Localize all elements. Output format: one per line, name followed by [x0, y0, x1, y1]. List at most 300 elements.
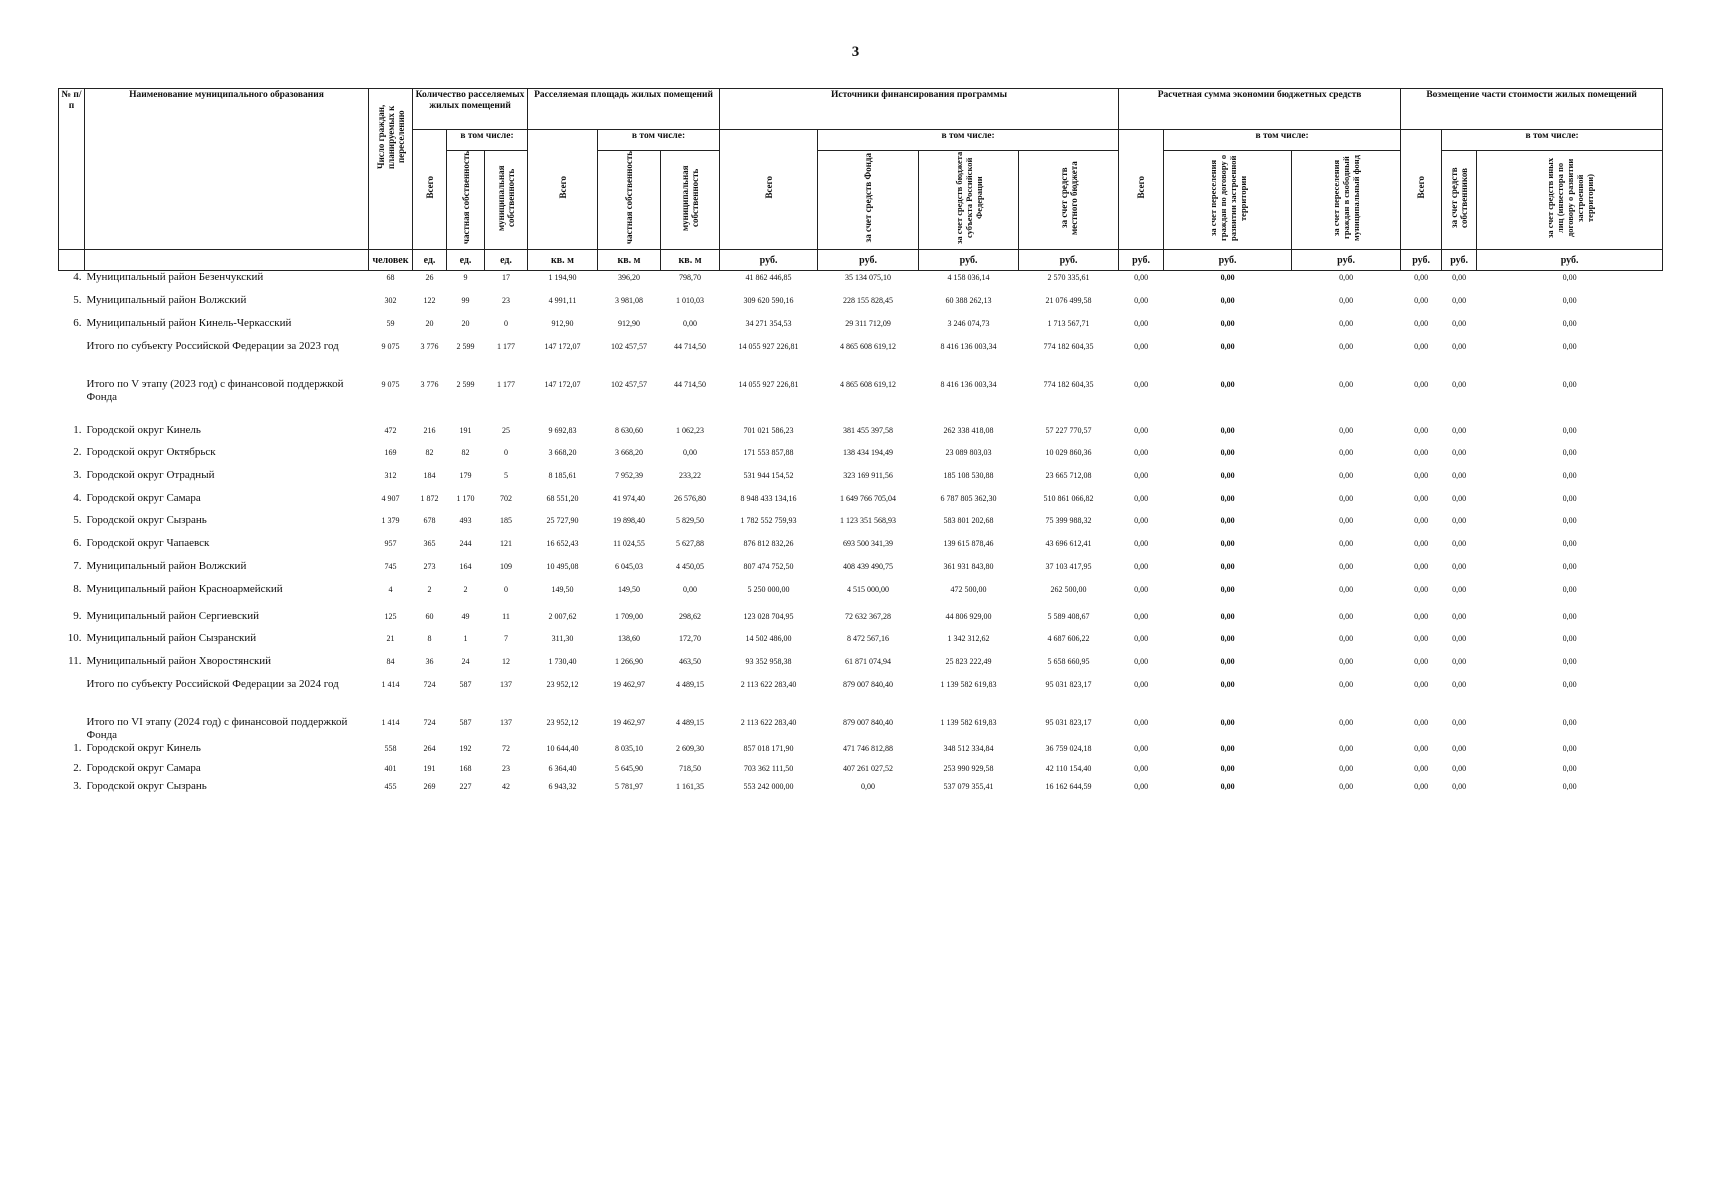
cell-value: 309 620 590,16 [743, 295, 794, 305]
table-row [59, 716, 1663, 742]
cell-value: 7 [504, 633, 508, 643]
cell-value: 25 823 222,49 [945, 656, 992, 666]
cell-value: 0,00 [1339, 561, 1354, 571]
finance-incl-header: в том числе: [818, 130, 1119, 151]
cell-value: 0,00 [1414, 295, 1429, 305]
cell-value: 0,00 [1134, 273, 1149, 282]
row-number: 3. [73, 468, 82, 481]
row-name: Муниципальный район Волжский [86, 293, 247, 306]
cell-value: 0,00 [1339, 656, 1354, 666]
cell-value: 0,00 [1134, 447, 1149, 457]
cell-value: 1 139 582 619,83 [940, 717, 997, 727]
row-number: 4. [73, 491, 82, 504]
cell-value: 0,00 [1339, 318, 1354, 328]
unit-cell: руб. [1477, 250, 1663, 271]
cell-value: 4 489,15 [676, 679, 705, 689]
cell-value: 0,00 [1452, 717, 1467, 727]
cell-value: 138,60 [618, 633, 641, 643]
cell-value: 14 502 486,00 [745, 633, 792, 643]
cell-value: 2 570 335,61 [1047, 273, 1090, 282]
cell-value: 701 021 586,23 [743, 425, 794, 435]
cell-value: 26 576,80 [674, 493, 707, 503]
cell-value: 82 [461, 447, 470, 457]
cell-value: 139 615 878,46 [943, 538, 994, 548]
cell-value: 876 812 832,26 [743, 538, 794, 548]
cell-value: 23 952,12 [546, 679, 579, 689]
row-name: Муниципальный район Безенчукский [86, 271, 264, 283]
cell-value: 0,00 [1562, 611, 1577, 621]
resettlement-table [58, 88, 1663, 793]
cell-value: 774 182 604,35 [1043, 379, 1094, 389]
cell-value: 227 [459, 781, 472, 791]
cell-value: 0,00 [1452, 447, 1467, 457]
cell-value: 381 455 397,58 [843, 425, 894, 435]
count-municipal-header: муниципальная собственность [485, 151, 528, 250]
row-name: Итого по V этапу (2023 год) с финансовой поддержкой Фонда [86, 377, 344, 403]
area-private-header: частная собственность [598, 151, 661, 250]
cell-value: 185 108 530,88 [943, 470, 994, 480]
cell-value: 1 139 582 619,83 [940, 679, 997, 689]
unit-cell: руб. [1442, 250, 1477, 271]
cell-value: 41 862 446,85 [745, 273, 792, 282]
count-group-header: Количество расселяемых жилых помещений [413, 89, 528, 130]
cell-value: 396,20 [618, 273, 641, 282]
cell-value: 0,00 [1562, 633, 1577, 643]
cell-value: 311,30 [551, 633, 574, 643]
cell-value: 168 [459, 763, 472, 773]
cell-value: 0,00 [1134, 763, 1149, 773]
table-row [59, 632, 1663, 655]
cell-value: 10 495,08 [546, 561, 579, 571]
cell-value: 9 075 [381, 341, 400, 351]
cell-value: 0,00 [1134, 561, 1149, 571]
cell-value: 0,00 [1339, 470, 1354, 480]
cell-value: 35 134 075,10 [845, 273, 892, 282]
cell-value: 0 [504, 584, 508, 594]
cell-value: 1 414 [381, 679, 400, 689]
header-row-groups [59, 89, 1663, 130]
cell-value: 5 250 000,00 [747, 584, 790, 594]
cell-value: 23 952,12 [546, 717, 579, 727]
row-name: Городской округ Октябрьск [86, 445, 216, 458]
cell-value: 510 861 066,82 [1043, 493, 1094, 503]
cell-value: 23 [502, 295, 510, 305]
cell-value: 0,00 [1414, 633, 1429, 643]
cell-value: 1 414 [381, 717, 400, 727]
table-row [59, 317, 1663, 340]
cell-value: 61 871 074,94 [845, 656, 892, 666]
cell-value: 1 010,03 [676, 295, 705, 305]
local-budget-header: за счет средств местного бюджета [1019, 151, 1119, 250]
cell-value: 0,00 [1414, 447, 1429, 457]
cell-value: 36 [425, 656, 434, 666]
cell-value: 1 709,00 [615, 611, 644, 621]
cell-value: 19 462,97 [613, 679, 646, 689]
row-number: 1. [73, 423, 82, 436]
cell-value: 0,00 [1562, 470, 1577, 480]
cell-value: 0,00 [1452, 656, 1467, 666]
cell-value: 68 [386, 273, 395, 282]
cell-value: 0,00 [1562, 538, 1577, 548]
cell-value: 0,00 [1452, 561, 1467, 571]
cell-value: 4 450,05 [676, 561, 705, 571]
cell-value: 42 110 154,40 [1045, 763, 1092, 773]
cell-value: 912,90 [618, 318, 641, 328]
cell-value: 269 [423, 781, 436, 791]
cell-value: 472 [384, 425, 397, 435]
cell-value: 0,00 [1452, 743, 1467, 753]
cell-value: 0,00 [1452, 538, 1467, 548]
cell-value: 125 [384, 611, 397, 621]
cell-value: 0,00 [1220, 584, 1235, 594]
row-name: Итого по субъекту Российской Федерации за 2023 год [86, 339, 339, 352]
cell-value: 0,00 [1339, 781, 1354, 791]
cell-value: 5 627,88 [676, 538, 705, 548]
cell-value: 0,00 [1220, 781, 1235, 791]
table-row [59, 378, 1663, 424]
cell-value: 0,00 [1339, 611, 1354, 621]
cell-value: 17 [502, 273, 510, 282]
cell-value: 8 416 136 003,34 [940, 379, 997, 389]
cell-value: 6 787 805 362,30 [940, 493, 997, 503]
table-row [59, 514, 1663, 537]
cell-value: 57 227 770,57 [1045, 425, 1092, 435]
unit-cell: человек [369, 250, 413, 271]
cell-value: 60 [425, 611, 434, 621]
cell-value: 493 [459, 515, 472, 525]
cell-value: 587 [459, 679, 472, 689]
cell-value: 0,00 [1134, 318, 1149, 328]
cell-value: 102 457,57 [611, 379, 648, 389]
cell-value: 8 472 567,16 [847, 633, 890, 643]
cell-value: 36 759 024,18 [1045, 743, 1092, 753]
cell-value: 184 [423, 470, 436, 480]
cell-value: 9 075 [381, 379, 400, 389]
cell-value: 8 035,10 [615, 743, 644, 753]
page-number: 3 [851, 44, 860, 60]
cell-value: 24 [461, 656, 470, 666]
cell-value: 1 [463, 633, 468, 643]
cell-value: 264 [423, 743, 436, 753]
cell-value: 123 028 704,95 [743, 611, 794, 621]
cell-value: 302 [384, 295, 397, 305]
cell-value: 0,00 [1134, 584, 1149, 594]
cell-value: 531 944 154,52 [743, 470, 794, 480]
cell-value: 169 [384, 447, 397, 457]
cell-value: 0,00 [1452, 379, 1467, 389]
cell-value: 0,00 [1452, 295, 1467, 305]
cell-value: 4 865 608 619,12 [840, 379, 897, 389]
cell-value: 138 434 194,49 [843, 447, 894, 457]
cell-value: 19 462,97 [613, 717, 646, 727]
cell-value: 298,62 [679, 611, 702, 621]
cell-value: 0,00 [1414, 611, 1429, 621]
comp-incl-header: в том числе: [1442, 130, 1663, 151]
row-name: Муниципальный район Кинель-Черкасский [86, 316, 292, 329]
table-row [59, 655, 1663, 678]
cell-value: 0,00 [683, 447, 698, 457]
row-number: 2. [73, 761, 82, 774]
cell-value: 361 931 843,80 [943, 561, 994, 571]
cell-value: 0,00 [1414, 318, 1429, 328]
cell-value: 109 [500, 561, 512, 571]
cell-value: 6 943,32 [548, 781, 577, 791]
area-group-header: Расселяемая площадь жилых помещений [528, 89, 720, 130]
cell-value: 0,00 [1414, 425, 1429, 435]
cell-value: 244 [459, 538, 472, 548]
cell-value: 0,00 [1414, 781, 1429, 791]
cell-value: 0,00 [1220, 341, 1235, 351]
row-number [59, 716, 85, 742]
row-name: Итого по субъекту Российской Федерации за 2024 год [86, 677, 339, 690]
cell-value: 0,00 [1414, 743, 1429, 753]
cell-value: 724 [423, 717, 436, 727]
cell-value: 798,70 [679, 273, 702, 282]
cell-value: 0,00 [1452, 763, 1467, 773]
cell-value: 455 [384, 781, 397, 791]
unit-cell: ед. [413, 250, 447, 271]
table-row [59, 610, 1663, 632]
cell-value: 0,00 [1134, 538, 1149, 548]
cell-value: 0,00 [1339, 679, 1354, 689]
econ-dev-header: за счет переселения граждан по договору о развитии застроенной территории [1164, 151, 1292, 250]
cell-value: 44 714,50 [674, 341, 707, 351]
cell-value: 0,00 [1339, 273, 1354, 282]
cell-value: 0,00 [1339, 763, 1354, 773]
cell-value: 1 177 [497, 379, 515, 389]
cell-value: 407 261 027,52 [843, 763, 894, 773]
economy-group-header: Расчетная сумма экономии бюджетных средств [1119, 89, 1401, 130]
cell-value: 745 [384, 561, 397, 571]
cell-value: 137 [500, 679, 512, 689]
cell-value: 693 500 341,39 [843, 538, 894, 548]
cell-value: 253 990 929,58 [943, 763, 994, 773]
area-total-header: Всего [528, 130, 598, 250]
cell-value: 0,00 [1562, 379, 1577, 389]
cell-value: 365 [423, 538, 436, 548]
cell-value: 0,00 [1452, 515, 1467, 525]
col-people-header: Число граждан, планируемых к переселению [369, 89, 413, 250]
table-row [59, 583, 1663, 610]
cell-value: 5 [504, 470, 508, 480]
cell-value: 72 632 367,28 [845, 611, 892, 621]
table-row [59, 742, 1663, 762]
cell-value: 273 [423, 561, 436, 571]
row-number: 6. [73, 316, 82, 329]
economy-incl-header: в том числе: [1164, 130, 1401, 151]
cell-value: 1 266,90 [615, 656, 644, 666]
cell-value: 1 649 766 705,04 [840, 493, 897, 503]
cell-value: 8 185,61 [548, 470, 577, 480]
cell-value: 6 364,40 [548, 763, 577, 773]
cell-value: 8 948 433 134,16 [740, 493, 797, 503]
cell-value: 102 457,57 [611, 341, 648, 351]
row-name: Городской округ Отрадный [86, 468, 215, 481]
cell-value: 164 [459, 561, 472, 571]
cell-value: 171 553 857,88 [743, 447, 794, 457]
cell-value: 724 [423, 679, 436, 689]
cell-value: 0,00 [1452, 611, 1467, 621]
cell-value: 0,00 [1414, 341, 1429, 351]
count-private-header: частная собственность [447, 151, 485, 250]
cell-value: 471 746 812,88 [843, 743, 894, 753]
cell-value: 0,00 [683, 318, 698, 328]
cell-value: 2 [427, 584, 432, 594]
cell-value: 0,00 [1134, 717, 1149, 727]
cell-value: 0,00 [1452, 425, 1467, 435]
cell-value: 0,00 [1452, 584, 1467, 594]
cell-value: 1 342 312,62 [947, 633, 990, 643]
cell-value: 0,00 [1220, 318, 1235, 328]
cell-value: 1 713 567,71 [1047, 318, 1090, 328]
cell-value: 11 024,55 [613, 538, 645, 548]
cell-value: 4 [388, 584, 393, 594]
count-total-header: Всего [413, 130, 447, 250]
cell-value: 587 [459, 717, 472, 727]
table-body [59, 271, 1663, 793]
cell-value: 3 668,20 [548, 447, 577, 457]
table-row [59, 678, 1663, 716]
cell-value: 14 055 927 226,81 [738, 341, 799, 351]
cell-value: 6 045,03 [615, 561, 644, 571]
row-number: 4. [73, 271, 82, 283]
cell-value: 44 714,50 [674, 379, 707, 389]
cell-value: 879 007 840,40 [843, 717, 894, 727]
cell-value: 42 [502, 781, 510, 791]
cell-value: 0,00 [1220, 656, 1235, 666]
table-row [59, 492, 1663, 514]
cell-value: 37 103 417,95 [1045, 561, 1092, 571]
col-num-header: № п/п [59, 89, 85, 250]
count-incl-header: в том числе: [447, 130, 528, 151]
row-name: Итого по VI этапу (2024 год) с финансовой поддержкой Фонда [86, 715, 348, 741]
cell-value: 0,00 [1562, 493, 1577, 503]
cell-value: 11 [502, 611, 510, 621]
cell-value: 0,00 [1562, 584, 1577, 594]
cell-value: 2 599 [456, 379, 475, 389]
row-name: Городской округ Самара [86, 761, 201, 774]
cell-value: 191 [459, 425, 472, 435]
cell-value: 3 981,08 [615, 295, 644, 305]
cell-value: 1 123 351 568,93 [840, 515, 897, 525]
row-number: 7. [73, 559, 82, 572]
comp-owners-header: за счет средств собственников [1442, 151, 1477, 250]
cell-value: 583 801 202,68 [943, 515, 994, 525]
cell-value: 95 031 823,17 [1045, 717, 1092, 727]
cell-value: 0,00 [1562, 743, 1577, 753]
cell-value: 4 907 [381, 493, 400, 503]
cell-value: 0,00 [1220, 538, 1235, 548]
cell-value: 49 [461, 611, 470, 621]
row-number: 6. [73, 536, 82, 549]
cell-value: 0,00 [1414, 584, 1429, 594]
cell-value: 0,00 [1562, 781, 1577, 791]
cell-value: 23 665 712,08 [1045, 470, 1092, 480]
cell-value: 93 352 958,38 [745, 656, 792, 666]
cell-value: 228 155 828,45 [843, 295, 894, 305]
cell-value: 553 242 000,00 [743, 781, 794, 791]
cell-value: 0,00 [1220, 679, 1235, 689]
cell-value: 0,00 [1562, 318, 1577, 328]
cell-value: 20 [425, 318, 434, 328]
econ-free-header: за счет переселения граждан в свободный муниципальный фонд [1292, 151, 1401, 250]
unit-cell: кв. м [528, 250, 598, 271]
unit-cell: ед. [447, 250, 485, 271]
cell-value: 121 [500, 538, 512, 548]
row-number: 8. [73, 582, 82, 595]
cell-value: 0,00 [1414, 493, 1429, 503]
cell-value: 472 500,00 [950, 584, 987, 594]
cell-value: 34 271 354,53 [745, 318, 792, 328]
cell-value: 0,00 [1339, 447, 1354, 457]
cell-value: 99 [461, 295, 470, 305]
unit-cell: руб. [720, 250, 818, 271]
cell-value: 8 416 136 003,34 [940, 341, 997, 351]
cell-value: 537 079 355,41 [943, 781, 994, 791]
cell-value: 9 692,83 [548, 425, 577, 435]
cell-value: 1 161,35 [676, 781, 705, 791]
cell-value: 5 781,97 [615, 781, 644, 791]
cell-value: 5 589 408,67 [1047, 611, 1090, 621]
cell-value: 0,00 [1134, 611, 1149, 621]
row-number: 3. [73, 779, 82, 792]
cell-value: 0 [504, 447, 508, 457]
cell-value: 19 898,40 [613, 515, 646, 525]
table-row [59, 271, 1663, 294]
row-name: Городской округ Сызрань [86, 779, 207, 792]
cell-value: 2 007,62 [548, 611, 577, 621]
area-incl-header: в том числе: [598, 130, 720, 151]
cell-value: 0,00 [1339, 515, 1354, 525]
cell-value: 0,00 [1452, 318, 1467, 328]
cell-value: 0,00 [1452, 493, 1467, 503]
cell-value: 0,00 [1134, 295, 1149, 305]
cell-value: 957 [384, 538, 397, 548]
unit-cell: кв. м [661, 250, 720, 271]
cell-value: 2 599 [456, 341, 475, 351]
cell-value: 0,00 [1414, 538, 1429, 548]
compensation-group-header: Возмещение части стоимости жилых помещений [1401, 89, 1663, 130]
cell-value: 122 [423, 295, 436, 305]
cell-value: 0,00 [1220, 295, 1235, 305]
row-number [59, 678, 85, 716]
cell-value: 59 [386, 318, 395, 328]
unit-cell: руб. [1119, 250, 1164, 271]
cell-value: 8 [427, 633, 432, 643]
cell-value: 16 652,43 [546, 538, 579, 548]
cell-value: 0,00 [1220, 763, 1235, 773]
cell-value: 5 829,50 [676, 515, 705, 525]
cell-value: 0,00 [1414, 470, 1429, 480]
cell-value: 25 727,90 [546, 515, 579, 525]
cell-value: 807 474 752,50 [743, 561, 794, 571]
cell-value: 191 [423, 763, 436, 773]
cell-value: 0,00 [1220, 611, 1235, 621]
cell-value: 60 388 262,13 [945, 295, 992, 305]
cell-value: 0,00 [1414, 379, 1429, 389]
cell-value: 137 [500, 717, 512, 727]
cell-value: 0,00 [1452, 273, 1467, 282]
cell-value: 0,00 [1339, 633, 1354, 643]
cell-value: 348 512 334,84 [943, 743, 994, 753]
cell-value: 1 730,40 [548, 656, 577, 666]
cell-value: 0,00 [1452, 633, 1467, 643]
unit-cell: руб. [1019, 250, 1119, 271]
row-name: Городской округ Кинель [86, 741, 201, 754]
fund-header: за счет средств Фонда [818, 151, 919, 250]
cell-value: 0,00 [1220, 561, 1235, 571]
row-number: 9. [73, 609, 82, 622]
